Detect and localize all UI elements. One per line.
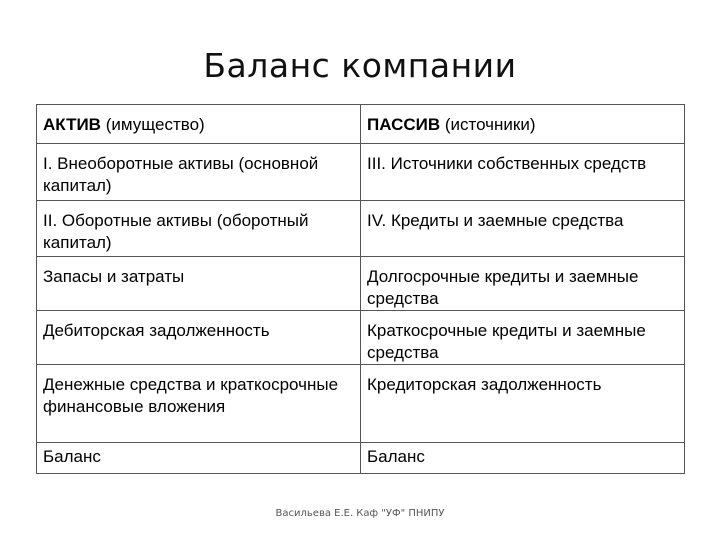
table-row — [37, 201, 685, 257]
cell-cash: Денежные средства и краткосрочные финансовые вложения — [37, 365, 361, 443]
cell-total-liabilities: Баланс — [361, 443, 685, 474]
header-assets — [37, 105, 361, 144]
table-row — [37, 311, 685, 365]
table-total-row — [37, 443, 685, 474]
footer-author: Васильева Е.Е. Каф "УФ" ПНИПУ — [275, 508, 445, 519]
cell-short-term-loans: Краткосрочные кредиты и заемные средства — [361, 311, 685, 365]
cell-receivables: Дебиторская задолженность — [37, 311, 361, 365]
cell-total-assets: Баланс — [37, 443, 361, 474]
balance-table — [36, 104, 685, 474]
cell-noncurrent-assets: I. Внеоборотные активы (основной капитал) — [37, 144, 361, 201]
cell-equity: III. Источники собственных средств — [361, 144, 685, 201]
header-liabilities-bold: ПАССИВ — [367, 115, 441, 134]
table-header-row — [37, 105, 685, 144]
cell-current-assets: II. Оборотные активы (оборотный капитал) — [37, 201, 361, 257]
table-row — [37, 257, 685, 311]
header-liabilities-note: (источники) — [440, 115, 536, 134]
header-liabilities — [361, 105, 685, 144]
header-assets-note: (имущество) — [100, 115, 205, 134]
cell-loans: IV. Кредиты и заемные средства — [361, 201, 685, 257]
table-row — [37, 144, 685, 201]
cell-payables: Кредиторская задолженность — [361, 365, 685, 443]
cell-inventory: Запасы и затраты — [37, 257, 361, 311]
header-assets-bold: АКТИВ — [43, 115, 101, 134]
cell-long-term-loans: Долгосрочные кредиты и заемные средства — [361, 257, 685, 311]
table-row — [37, 365, 685, 443]
page-title: Баланс компании — [203, 46, 517, 85]
